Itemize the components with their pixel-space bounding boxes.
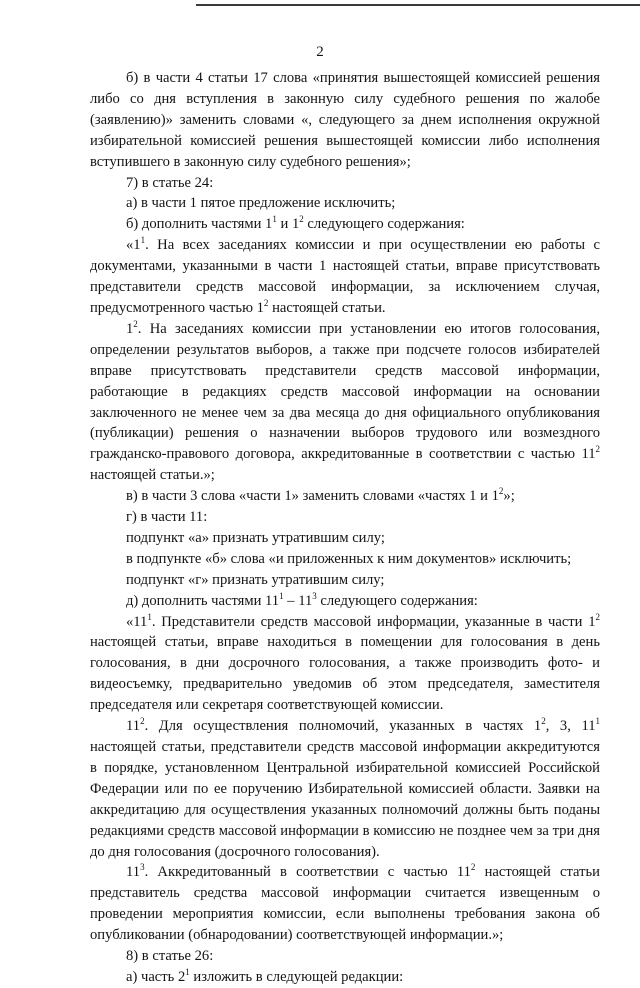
paragraph-part-11-3: $11^3$. Аккредитованный в соответствии с частью $11^2$ настоящей статьи представитель средства массовой информации считается извещенным о проведении мероприятия комиссии, если выполнены требования закона об опубликовании (обнародовании) соответствующей информации.»; <box>90 862 600 944</box>
paragraph-part-1-1: «$1^1$. На всех заседаниях комиссии и при осуществлении ею работы с документами, указанными в части 1 настоящей статьи, вправе присутствовать представители средств массовой информации, за исключением случая, предусмотренного частью $1^2$ настоящей статьи. <box>90 235 600 316</box>
superscript-index: 2 <box>595 611 600 622</box>
superscript-index: 1 <box>147 611 152 622</box>
superscript-index: 2 <box>498 486 504 497</box>
paragraph-part-11-1: «$11^1$. Представители средств массовой информации, указанные в части $1^2$ настоящей статьи, вправе находиться в помещении для голосования в день голосования, в дни досрочного голосования, а также производить фото- и видеосъемку, предварительно уведомив об этом председателя, заместителя председателя или секретаря соответствующей комиссии. <box>90 611 600 714</box>
document-body <box>90 68 600 988</box>
paragraph-part-11-2: $11^2$. Для осуществления полномочий, указанных в частях $1^2$, 3, $11^1$ настоящей статьи, представители средств массовой информации аккредитуются в порядке, установленном Центральной избирательной комиссией Российской Федерации или по ее поручению Избирательной комиссией области. Заявки на аккредитацию для осуществления указанных полномочий должны быть поданы редакциями средств массовой информации в комиссию не позднее чем за три дня до дня голосования (досрочного голосования). <box>90 716 600 860</box>
list-item-a-article26: а) часть $2^1$ изложить в следующей редакции: <box>126 966 404 985</box>
top-border-line <box>196 4 640 6</box>
superscript-index: 1 <box>279 590 284 601</box>
superscript-index: 2 <box>541 716 546 727</box>
list-item-b: б) дополнить частями $1^1$ и $1^2$ следующего содержания: <box>126 214 465 233</box>
superscript-index: 2 <box>595 444 600 455</box>
subitem-b: в подпункте «б» слова «и приложенных к ним документов» исключить; <box>126 550 572 567</box>
paragraph-article17-4: б) в части 4 статьи 17 слова «принятия вышестоящей комиссией решения либо со дня вступления в законную силу судебного решения по жалобе (заявлению)» заменить словами «, следующего за днем исполнения окружной избирательной комиссией решения вышестоящей комиссии либо исполнения вступившего в законную силу судебного решения»; <box>90 70 600 170</box>
superscript-index: 3 <box>140 862 145 873</box>
superscript-index: 2 <box>263 297 269 308</box>
page-number: 2 <box>316 44 324 60</box>
superscript-index: 3 <box>312 590 317 601</box>
superscript-index: 1 <box>185 966 190 977</box>
superscript-index: 2 <box>470 862 476 873</box>
paragraph-article24-heading: 7) в статье 24: <box>126 174 214 191</box>
subitem-a: подпункт «а» признать утратившим силу; <box>126 529 385 546</box>
superscript-index: 1 <box>140 235 146 246</box>
superscript-index: 2 <box>133 318 138 329</box>
list-item-a: а) в части 1 пятое предложение исключить; <box>126 195 396 212</box>
subitem-g: подпункт «г» признать утратившим силу; <box>126 571 385 588</box>
paragraph-part-1-2: $1^2$. На заседаниях комиссии при установлении ею итогов голосования, определении результатов выборов, а также при подсчете голосов избирателей вправе присутствовать представители средств массовой информации, работающие в редакциях средств массовой информации на основании заключенного не менее чем за два месяца до дня официального опубликования (публикации) решения о назначении выборов трудового или возмездного гражданско-правового договора, аккредитованные в соответствии с частью $11^2$ настоящей статьи.»; <box>90 318 600 484</box>
superscript-index: 1 <box>272 214 277 225</box>
superscript-index: 1 <box>595 716 600 727</box>
superscript-index: 2 <box>299 214 304 225</box>
superscript-index: 2 <box>140 716 145 727</box>
list-item-g: г) в части 11: <box>126 509 208 526</box>
list-item-v: в) в части 3 слова «части 1» заменить словами «частях 1 и $1^2$»; <box>126 486 515 505</box>
list-item-d: д) дополнить частями $11^1 - 11^3$ следующего содержания: <box>126 590 478 609</box>
paragraph-article26-heading: 8) в статье 26: <box>126 948 214 965</box>
